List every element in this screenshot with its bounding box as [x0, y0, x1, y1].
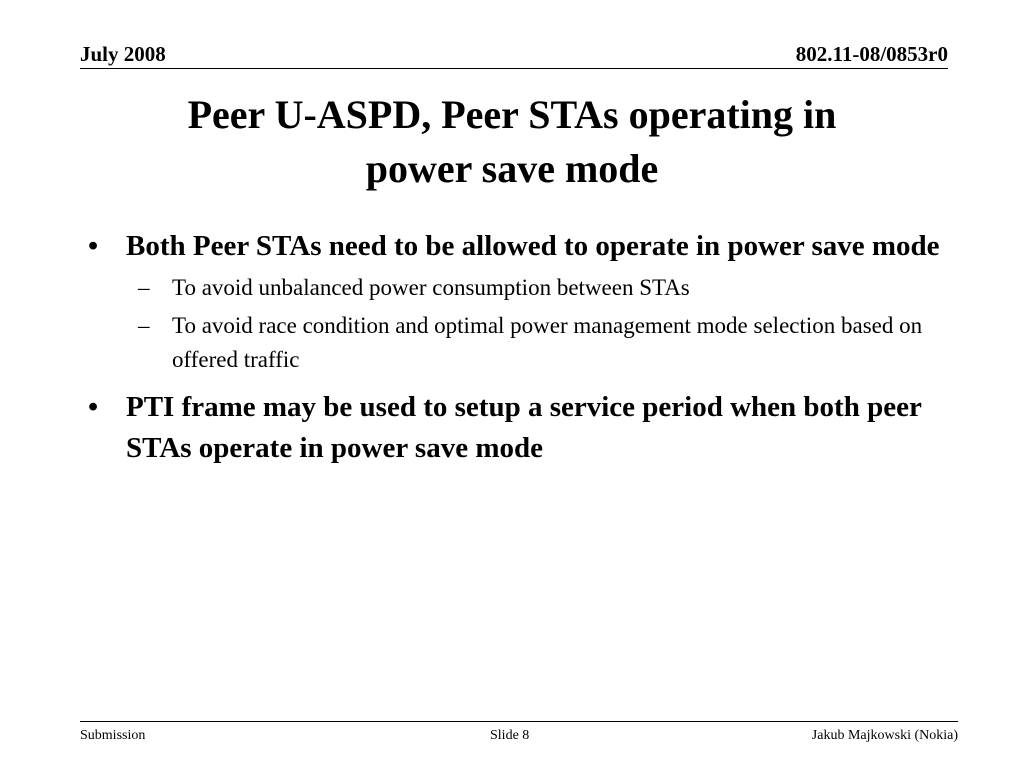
slide-title [60, 88, 964, 196]
bullet-list [88, 226, 944, 469]
bullet-marker: • [88, 391, 99, 423]
footer-slide-number: Slide 8 [490, 728, 530, 743]
slide-title-line-1: Peer U-ASPD, Peer STAs operating in [187, 92, 837, 137]
bullet-text: PTI frame may be used to setup a service period when both peer STAs operate in power save mode [126, 391, 922, 464]
header-doc-id: 802.11-08/0853r0 [795, 42, 948, 66]
bullet-marker: • [88, 230, 99, 262]
footer-submission: Submission [80, 728, 146, 743]
sub-bullet-text: To avoid race condition and optimal power management mode selection based on offered traffic [172, 313, 923, 372]
header-divider [80, 68, 948, 69]
sub-bullet-marker: – [138, 313, 150, 338]
header-date: July 2008 [80, 42, 166, 66]
sub-bullet-item [88, 271, 944, 305]
slide-title-line-2: power save mode [365, 146, 659, 191]
footer-divider [80, 721, 958, 722]
sub-bullet-item [88, 309, 944, 377]
bullet-text: Both Peer STAs need to be allowed to operate in power save mode [126, 230, 940, 262]
sub-bullet-text: To avoid unbalanced power consumption between STAs [172, 275, 690, 300]
bullet-item [88, 387, 944, 469]
bullet-item [88, 226, 944, 267]
sub-bullet-marker: – [138, 275, 150, 300]
footer-author: Jakub Majkowski (Nokia) [811, 728, 958, 743]
